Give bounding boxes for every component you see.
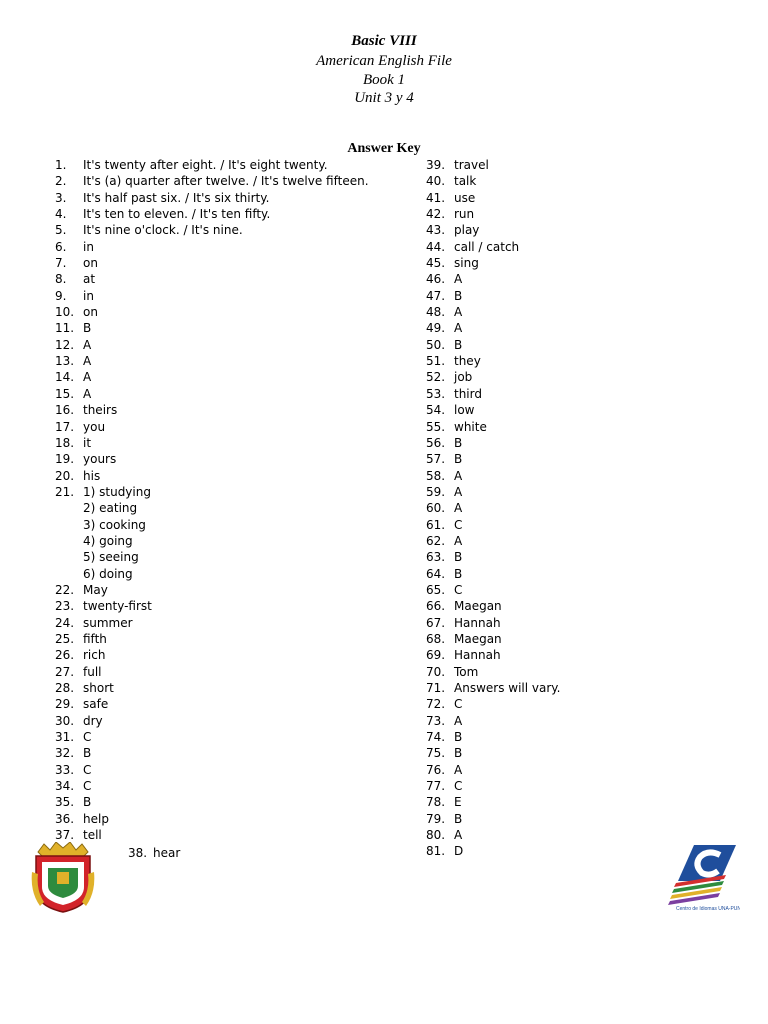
answer-item <box>426 402 561 418</box>
answer-item <box>426 745 561 761</box>
answer-item <box>426 680 561 696</box>
answer-item <box>55 255 369 271</box>
answer-text: talk <box>454 174 477 189</box>
university-seal-icon <box>30 842 96 914</box>
answer-text: yours <box>83 452 117 467</box>
answer-number: 58. <box>426 468 446 483</box>
answer-item <box>55 353 369 369</box>
answer-number: 28. <box>55 681 75 695</box>
answer-number: 17. <box>55 419 75 434</box>
answer-number: 32. <box>55 746 75 761</box>
answer-text: A <box>454 321 463 336</box>
answer-item <box>426 222 561 238</box>
answer-item <box>55 500 369 516</box>
answer-item <box>55 664 369 680</box>
answer-text: C <box>83 730 92 745</box>
answer-text: twenty-first <box>83 599 152 614</box>
document-subtitle-unit: Unit 3 y 4 <box>354 90 414 106</box>
language-center-logo-icon <box>668 843 740 915</box>
answer-number: 1. <box>55 158 67 172</box>
answer-item <box>426 190 561 206</box>
document-subtitle-course: American English File <box>316 53 452 69</box>
answer-number: 42. <box>426 207 446 222</box>
answer-number: 7. <box>55 256 67 271</box>
answer-item <box>426 173 561 189</box>
answer-text: short <box>83 681 114 695</box>
answer-item <box>426 827 561 843</box>
answer-number: 34. <box>55 779 75 794</box>
answer-item <box>426 451 561 467</box>
answer-list-left <box>55 157 369 843</box>
answer-item <box>426 517 561 533</box>
answer-number: 35. <box>55 795 75 810</box>
answer-item <box>55 435 369 451</box>
answer-item <box>426 500 561 516</box>
answer-number: 61. <box>426 517 446 532</box>
answer-item <box>426 271 561 287</box>
answer-text: his <box>83 468 101 483</box>
answer-item <box>426 615 561 631</box>
answer-text: B <box>454 566 463 581</box>
answer-number: 26. <box>55 648 75 663</box>
answer-text: B <box>454 337 463 352</box>
answer-item <box>55 713 369 729</box>
answer-text: It's (a) quarter after twelve. / It's twelve fifteen. <box>83 174 369 189</box>
answer-item <box>55 566 369 582</box>
answer-number: 55. <box>426 419 446 434</box>
answer-number: 2. <box>55 174 67 189</box>
answer-text: C <box>454 779 463 794</box>
answer-number: 8. <box>55 272 67 287</box>
answer-number: 6. <box>55 239 67 254</box>
answer-text: theirs <box>83 403 118 418</box>
answer-item <box>55 468 369 484</box>
answer-number: 50. <box>426 337 446 352</box>
answer-item <box>426 157 561 173</box>
answer-number: 23. <box>55 599 75 614</box>
answer-text: It's half past six. / It's six thirty. <box>83 190 270 205</box>
answer-number: 11. <box>55 321 75 336</box>
answer-number: 20. <box>55 468 75 483</box>
answer-number: 63. <box>426 550 446 565</box>
answer-text: C <box>454 582 463 597</box>
answer-item <box>426 696 561 712</box>
answer-item <box>426 288 561 304</box>
answer-number: 41. <box>426 190 446 205</box>
answer-text: fifth <box>83 631 107 646</box>
answer-item <box>55 484 369 500</box>
answer-number: 27. <box>55 664 75 679</box>
answer-item <box>426 582 561 598</box>
answer-text: third <box>454 386 482 401</box>
answer-item <box>55 517 369 533</box>
answer-item <box>426 762 561 778</box>
answer-key-heading: Answer Key <box>347 141 421 156</box>
answer-number: 29. <box>55 697 75 712</box>
answer-item <box>55 190 369 206</box>
answer-item <box>55 304 369 320</box>
answer-number: 77. <box>426 779 446 794</box>
answer-number: 67. <box>426 615 446 630</box>
answer-number: 60. <box>426 501 446 516</box>
answer-text: at <box>83 272 96 287</box>
answer-number: 12. <box>55 337 75 352</box>
answer-item <box>55 827 369 843</box>
answer-item <box>55 337 369 353</box>
answer-item <box>426 778 561 794</box>
answer-number: 56. <box>426 435 446 450</box>
answer-text: low <box>454 403 475 418</box>
answer-text: A <box>83 337 92 352</box>
answer-item <box>55 419 369 435</box>
answer-item <box>426 386 561 402</box>
answer-item <box>426 468 561 484</box>
answer-number: 72. <box>426 697 446 712</box>
answer-number: 44. <box>426 239 446 254</box>
answer-text: A <box>83 370 92 385</box>
answer-item <box>426 255 561 271</box>
answer-number: 37. <box>55 828 75 843</box>
answer-item <box>55 811 369 827</box>
answer-text: A <box>83 386 92 401</box>
answer-item <box>426 631 561 647</box>
answer-item <box>426 598 561 614</box>
answer-text: play <box>454 223 480 238</box>
answer-number: 5. <box>55 223 67 238</box>
answer-text: 5) seeing <box>83 550 139 565</box>
answer-item <box>55 696 369 712</box>
answer-text: white <box>454 419 487 434</box>
answer-number: 16. <box>55 403 75 418</box>
answer-item <box>426 304 561 320</box>
answer-item <box>426 353 561 369</box>
answer-number: 81. <box>426 844 446 859</box>
answer-item <box>426 794 561 810</box>
answer-number: 76. <box>426 762 446 777</box>
answer-text: travel <box>454 158 489 172</box>
answer-item <box>128 845 180 861</box>
answer-text: they <box>454 354 481 369</box>
answer-text: Answers will vary. <box>454 681 561 695</box>
answer-text: It's nine o'clock. / It's nine. <box>83 223 243 238</box>
answer-text: May <box>83 582 108 597</box>
answer-text: B <box>454 435 463 450</box>
answer-item <box>426 713 561 729</box>
answer-list-right <box>426 157 561 860</box>
document-subtitle-book: Book 1 <box>362 72 406 88</box>
answer-number: 31. <box>55 730 75 745</box>
answer-number: 54. <box>426 403 446 418</box>
answer-text: summer <box>83 615 133 630</box>
answer-text: C <box>83 779 92 794</box>
answer-number: 59. <box>426 484 446 499</box>
answer-text: A <box>454 828 463 843</box>
answer-text: on <box>83 305 98 320</box>
answer-text: call / catch <box>454 239 520 254</box>
answer-number: 10. <box>55 305 75 320</box>
answer-number: 80. <box>426 828 446 843</box>
answer-text: 6) doing <box>83 566 133 581</box>
answer-item <box>426 320 561 336</box>
answer-text: It's ten to eleven. / It's ten fifty. <box>83 207 271 222</box>
answer-text: hear <box>153 846 181 860</box>
answer-number: 30. <box>55 713 75 728</box>
answer-number: 69. <box>426 648 446 663</box>
answer-number: 52. <box>426 370 446 385</box>
answer-item <box>55 271 369 287</box>
answer-number: 33. <box>55 762 75 777</box>
answer-item <box>55 173 369 189</box>
answer-number: 78. <box>426 795 446 810</box>
answer-text: A <box>454 468 463 483</box>
answer-text: B <box>454 288 463 303</box>
answer-item <box>426 566 561 582</box>
answer-text: on <box>83 256 98 271</box>
answer-text: B <box>454 452 463 467</box>
answer-text: Maegan <box>454 631 502 646</box>
answer-number: 14. <box>55 370 75 385</box>
answer-text: full <box>83 664 102 679</box>
answer-item <box>55 386 369 402</box>
answer-text: C <box>454 517 463 532</box>
answer-text: 4) going <box>83 533 133 548</box>
answer-text: safe <box>83 697 109 712</box>
answer-number: 47. <box>426 288 446 303</box>
answer-text: rich <box>83 648 106 663</box>
answer-item <box>55 647 369 663</box>
answer-text: you <box>83 419 106 434</box>
answer-number: 19. <box>55 452 75 467</box>
answer-number: 18. <box>55 435 75 450</box>
answer-number: 25. <box>55 631 75 646</box>
answer-text: Hannah <box>454 615 501 630</box>
answer-item <box>426 206 561 222</box>
answer-item <box>55 533 369 549</box>
answer-number: 65. <box>426 582 446 597</box>
answer-text: A <box>454 484 463 499</box>
answer-number: 46. <box>426 272 446 287</box>
answer-text: B <box>454 550 463 565</box>
answer-text: B <box>454 730 463 745</box>
answer-number: 66. <box>426 599 446 614</box>
answer-number: 51. <box>426 354 446 369</box>
answer-item <box>426 369 561 385</box>
answer-number: 53. <box>426 386 446 401</box>
answer-text: B <box>454 746 463 761</box>
answer-number: 39. <box>426 158 446 172</box>
answer-number: 48. <box>426 305 446 320</box>
answer-item <box>426 843 561 859</box>
answer-number: 21. <box>55 484 75 499</box>
answer-item <box>55 762 369 778</box>
answer-item <box>426 484 561 500</box>
answer-number: 13. <box>55 354 75 369</box>
answer-item <box>55 631 369 647</box>
answer-text: job <box>454 370 473 385</box>
answer-number: 45. <box>426 256 446 271</box>
answer-text: D <box>454 844 464 859</box>
answer-text: It's twenty after eight. / It's eight twenty. <box>83 158 328 172</box>
answer-text: Maegan <box>454 599 502 614</box>
answer-item <box>55 615 369 631</box>
answer-number: 68. <box>426 631 446 646</box>
answer-text: sing <box>454 256 479 271</box>
answer-number: 40. <box>426 174 446 189</box>
answer-text: C <box>454 697 463 712</box>
answer-text: 1) studying <box>83 484 151 499</box>
answer-text: B <box>83 746 92 761</box>
answer-text: A <box>83 354 92 369</box>
answer-text: Tom <box>454 664 479 679</box>
answer-text: E <box>454 795 462 810</box>
answer-item <box>426 729 561 745</box>
answer-number: 36. <box>55 811 75 826</box>
answer-text: A <box>454 272 463 287</box>
answer-item <box>55 794 369 810</box>
answer-item <box>55 729 369 745</box>
answer-text: run <box>454 207 475 222</box>
answer-number: 15. <box>55 386 75 401</box>
answer-text: A <box>454 501 463 516</box>
answer-number: 64. <box>426 566 446 581</box>
answer-number: 3. <box>55 190 67 205</box>
answer-item <box>426 549 561 565</box>
answer-text: A <box>454 533 463 548</box>
answer-text: tell <box>83 828 102 843</box>
logo-text: Centro de Idiomas UNA-PUNO <box>676 906 740 912</box>
answer-number: 4. <box>55 207 67 222</box>
answer-text: C <box>83 762 92 777</box>
answer-text: dry <box>83 713 103 728</box>
answer-number: 49. <box>426 321 446 336</box>
answer-number: 22. <box>55 582 75 597</box>
answer-item <box>55 206 369 222</box>
answer-item <box>55 239 369 255</box>
answer-text: B <box>83 795 92 810</box>
document-title: Basic VIII <box>351 33 417 49</box>
answer-item <box>55 451 369 467</box>
answer-number: 57. <box>426 452 446 467</box>
answer-item <box>55 222 369 238</box>
answer-item <box>55 320 369 336</box>
answer-item <box>55 369 369 385</box>
answer-item <box>426 647 561 663</box>
answer-text: it <box>83 435 92 450</box>
answer-number: 75. <box>426 746 446 761</box>
answer-item <box>55 157 369 173</box>
answer-item <box>426 664 561 680</box>
answer-text: help <box>83 811 109 826</box>
answer-text: A <box>454 305 463 320</box>
answer-item <box>426 533 561 549</box>
answer-number: 24. <box>55 615 75 630</box>
answer-item <box>426 419 561 435</box>
answer-item <box>426 435 561 451</box>
answer-number: 73. <box>426 713 446 728</box>
answer-text: B <box>83 321 92 336</box>
answer-text: A <box>454 762 463 777</box>
answer-number: 38. <box>128 846 148 860</box>
answer-item <box>55 402 369 418</box>
answer-number: 70. <box>426 664 446 679</box>
answer-text: B <box>454 811 463 826</box>
answer-number: 9. <box>55 288 67 303</box>
answer-text: 2) eating <box>83 501 138 516</box>
answer-text: 3) cooking <box>83 517 146 532</box>
answer-text: in <box>83 288 94 303</box>
answer-number: 74. <box>426 730 446 745</box>
answer-text: use <box>454 190 476 205</box>
answer-text: A <box>454 713 463 728</box>
answer-item <box>426 239 561 255</box>
answer-item <box>426 337 561 353</box>
answer-text: Hannah <box>454 648 501 663</box>
answer-item <box>55 549 369 565</box>
answer-number: 71. <box>426 681 446 695</box>
answer-item <box>55 778 369 794</box>
answer-item <box>55 598 369 614</box>
answer-item <box>55 582 369 598</box>
answer-number: 62. <box>426 533 446 548</box>
answer-text: in <box>83 239 94 254</box>
answer-item <box>55 745 369 761</box>
answer-item <box>426 811 561 827</box>
answer-item <box>55 288 369 304</box>
answer-number: 43. <box>426 223 446 238</box>
answer-item <box>55 680 369 696</box>
answer-number: 79. <box>426 811 446 826</box>
